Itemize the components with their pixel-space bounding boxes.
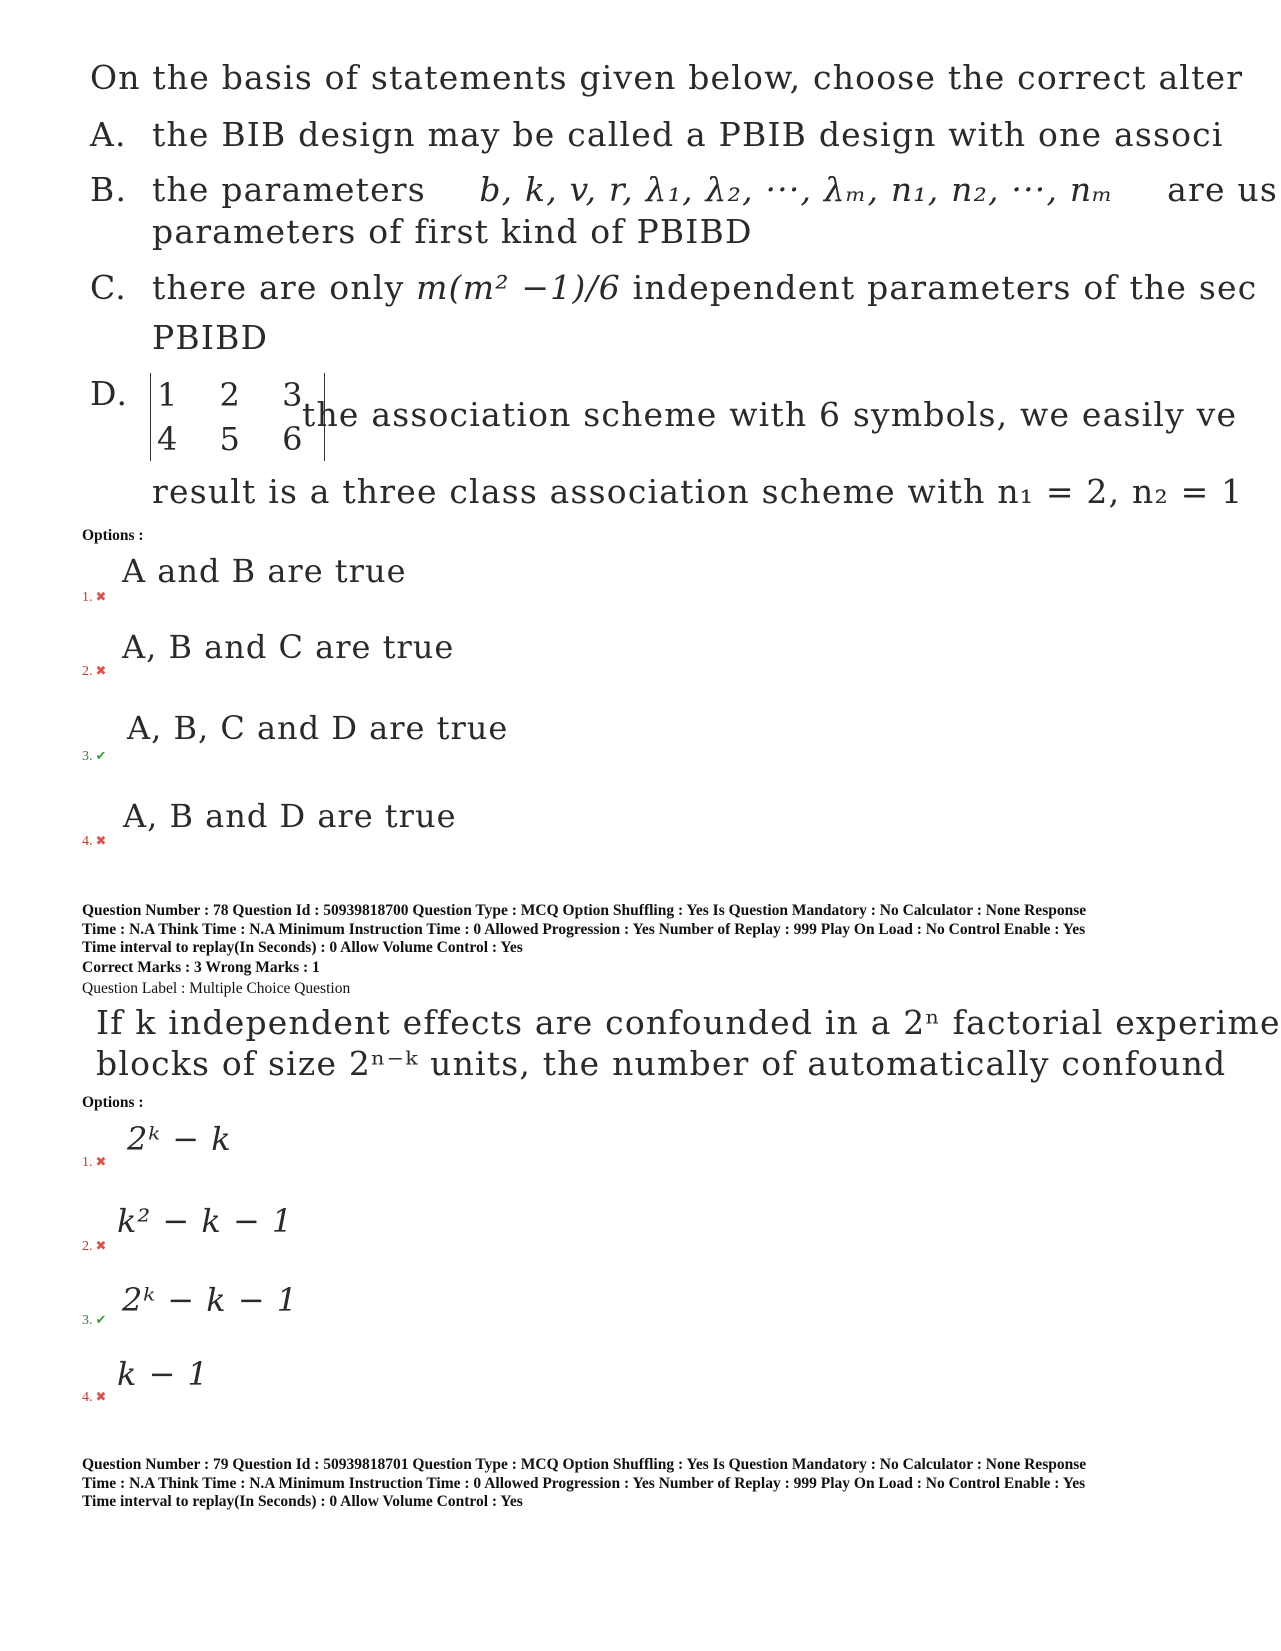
q78-option-4-text[interactable]: k − 1 bbox=[117, 1355, 209, 1393]
matrix-row-2: 4 5 6 bbox=[157, 420, 319, 458]
q77-option-2-number: 2. ✖ bbox=[82, 663, 107, 679]
q78-meta: Question Number : 78 Question Id : 50939818700 Question Type : MCQ Option Shuffling : Yes Is Question Mandatory : No Calculator : None Response Time : N.A Think Time : N.A Minimum Instruction Time : 0 Allowed Progression : Yes Number of Replay : 999 Play On Load : No Control Enable : Yes Time interval to replay(In Seconds) : 0 Allow Volume Control : Yes bbox=[82, 902, 1087, 956]
q78-question-label: Question Label : Multiple Choice Question bbox=[82, 980, 351, 997]
q77-statement-d-line2: result is a three class association scheme with n₁ = 2, n₂ = 1 bbox=[152, 472, 1244, 511]
q77-option-4-text[interactable]: A, B and D are true bbox=[123, 797, 457, 835]
q77-statement-b-line1: the parameters b, k, v, r, λ₁, λ₂, ···, λₘ, n₁, n₂, ···, nₘ are us bbox=[152, 170, 1278, 209]
q77-statement-a-letter: A. bbox=[90, 115, 127, 154]
q77-statement-d-matrix bbox=[150, 373, 325, 461]
q77-statement-c-letter: C. bbox=[90, 268, 127, 307]
q77-options-label: Options : bbox=[82, 527, 144, 544]
cross-icon: ✖ bbox=[95, 1389, 107, 1404]
q77-statement-b-letter: B. bbox=[90, 170, 128, 209]
check-icon: ✔ bbox=[95, 748, 107, 763]
q78-stem-line2: blocks of size 2ⁿ⁻ᵏ units, the number of automatically confound bbox=[96, 1044, 1227, 1083]
q78-option-1-text[interactable]: 2ᵏ − k bbox=[127, 1120, 232, 1158]
q77-statement-b-line2: parameters of first kind of PBIBD bbox=[152, 212, 753, 251]
q78-option-3-number: 3. ✔ bbox=[82, 1312, 107, 1328]
q78-option-3-text[interactable]: 2ᵏ − k − 1 bbox=[122, 1281, 299, 1319]
cross-icon: ✖ bbox=[95, 663, 107, 678]
q77-option-3-number: 3. ✔ bbox=[82, 748, 107, 764]
q78-option-2-text[interactable]: k² − k − 1 bbox=[117, 1202, 294, 1240]
q77-option-2-text[interactable]: A, B and C are true bbox=[122, 628, 455, 666]
matrix-row-1: 1 2 3 bbox=[157, 376, 319, 414]
q78-options-label: Options : bbox=[82, 1094, 144, 1111]
check-icon: ✔ bbox=[95, 1312, 107, 1327]
cross-icon: ✖ bbox=[95, 589, 107, 604]
q77-statement-a-text: the BIB design may be called a PBIB design with one associ bbox=[152, 115, 1224, 154]
q77-statement-d-text: the association scheme with 6 symbols, we easily ve bbox=[302, 395, 1238, 434]
q77-statement-d-letter: D. bbox=[90, 374, 129, 413]
q77-statement-c-math: m(m² −1)/6 bbox=[416, 268, 621, 307]
q77-statement-b-math: b, k, v, r, λ₁, λ₂, ···, λₘ, n₁, n₂, ···, nₘ bbox=[479, 170, 1114, 209]
cross-icon: ✖ bbox=[95, 1238, 107, 1253]
q78-option-4-number: 4. ✖ bbox=[82, 1389, 107, 1405]
q77-stem: On the basis of statements given below, choose the correct alter bbox=[90, 58, 1244, 97]
q78-option-1-number: 1. ✖ bbox=[82, 1154, 107, 1170]
q77-option-1-text[interactable]: A and B are true bbox=[122, 552, 407, 590]
q77-option-3-text[interactable]: A, B, C and D are true bbox=[127, 709, 509, 747]
cross-icon: ✖ bbox=[95, 833, 107, 848]
q78-stem-line1: If k independent effects are confounded in a 2ⁿ factorial experime bbox=[96, 1003, 1281, 1042]
cross-icon: ✖ bbox=[95, 1154, 107, 1169]
q78-option-2-number: 2. ✖ bbox=[82, 1238, 107, 1254]
q77-option-1-number: 1. ✖ bbox=[82, 589, 107, 605]
q79-meta: Question Number : 79 Question Id : 50939818701 Question Type : MCQ Option Shuffling : Yes Is Question Mandatory : No Calculator : None Response Time : N.A Think Time : N.A Minimum Instruction Time : 0 Allowed Progression : Yes Number of Replay : 999 Play On Load : No Control Enable : Yes Time interval to replay(In Seconds) : 0 Allow Volume Control : Yes bbox=[82, 1456, 1087, 1510]
q77-option-4-number: 4. ✖ bbox=[82, 833, 107, 849]
q77-statement-c-line2: PBIBD bbox=[152, 318, 269, 357]
q77-statement-c-line1: there are only m(m² −1)/6 independent parameters of the sec bbox=[152, 268, 1258, 307]
q78-marks: Correct Marks : 3 Wrong Marks : 1 bbox=[82, 959, 320, 976]
